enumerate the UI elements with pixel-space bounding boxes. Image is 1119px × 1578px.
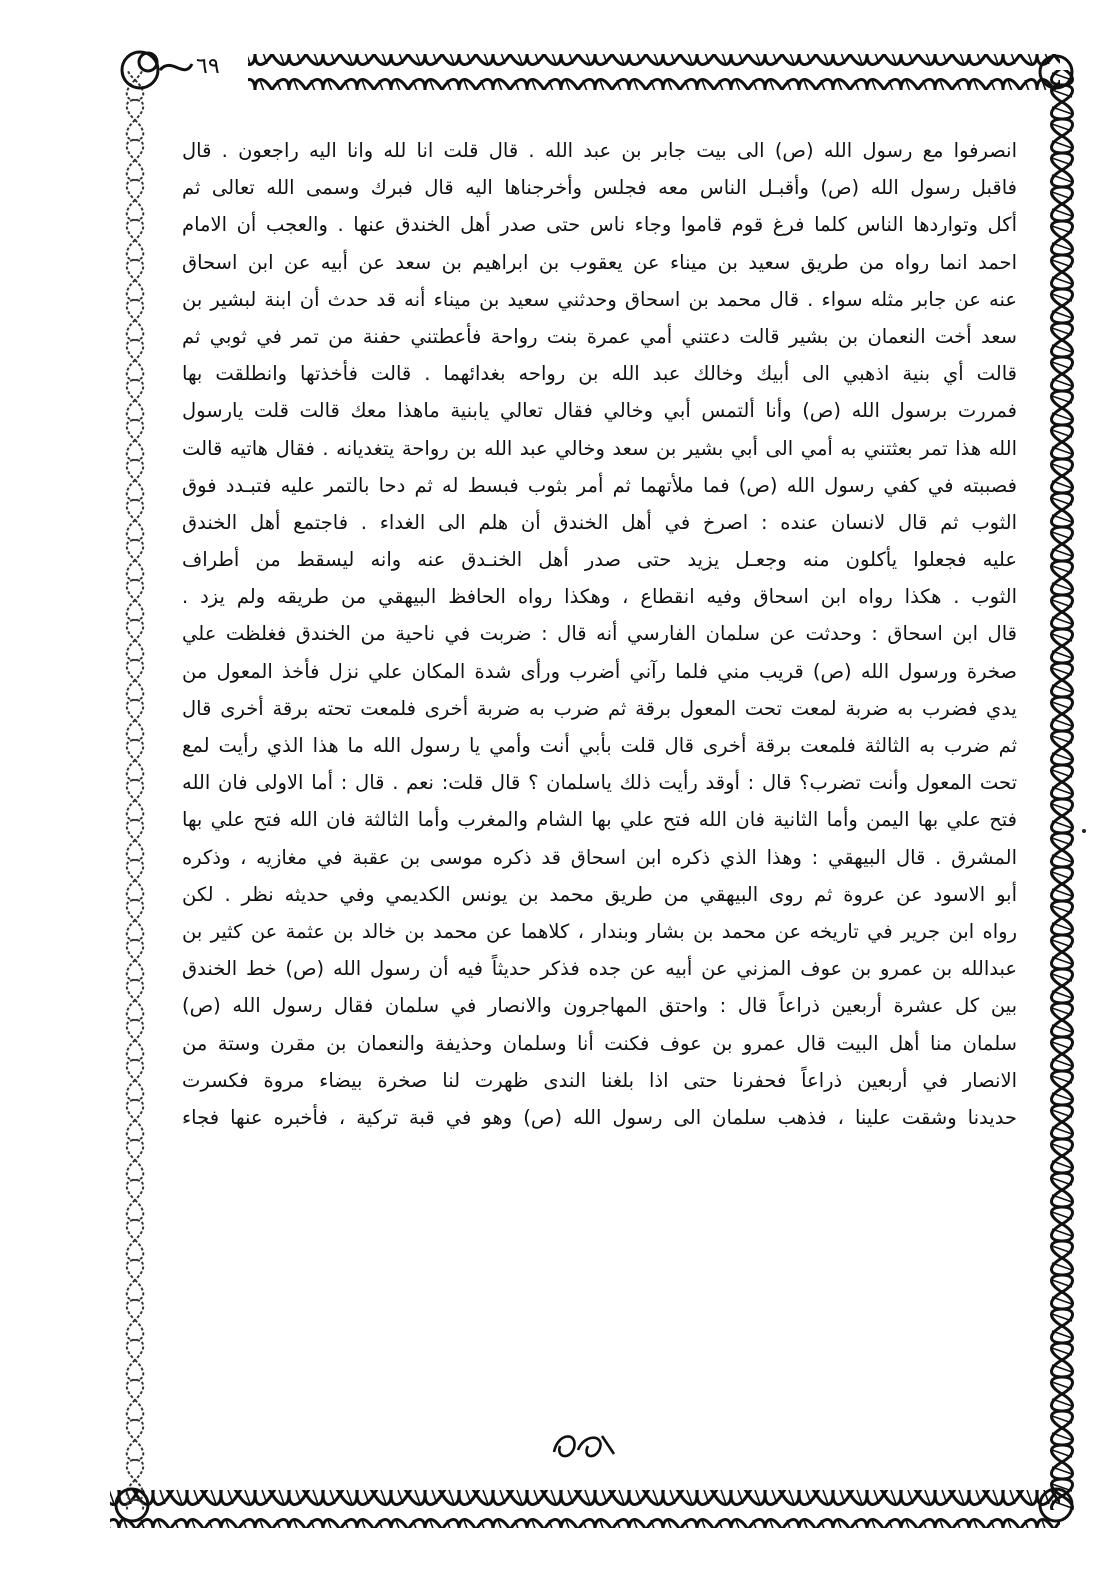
text-line: رواه ابن جرير في تاريخه عن محمد بن بشار وبندار ، كلاهما عن محمد بن خالد بن عثمة عن كثير بن: [182, 919, 1017, 943]
text-line: عنه عن جابر مثله سواء . قال محمد بن اسحاق وحدثني سعيد بن ميناء أنه قد حدث أن ابنة لبشير بن: [182, 287, 1017, 311]
text-line: فمررت برسول الله (ص) وأنا ألتمس أبي وخالي فقال تعالي يابنية ماهذا معك قالت قلت يارسول: [182, 399, 1017, 423]
text-line: حديدنا وشقت علينا ، فذهب سلمان الى رسول الله (ص) وهو في قبة تركية ، فأخبره عنها فجاء: [182, 1105, 1017, 1129]
page-number: ٦٩: [196, 54, 220, 79]
text-line: الثوب ثم قال لانسان عنده : اصرخ في أهل الخندق أن هلم الى الغداء . فاجتمع أهل الخندق: [182, 510, 1017, 534]
text-line: الانصار في أربعين ذراعاً فحفرنا حتى اذا بلغنا الندى ظهرت لنا صخرة بيضاء مروة فكسرت: [182, 1068, 1017, 1092]
text-line: سعد أخت النعمان بن بشير قالت دعتني أمي عمرة بنت رواحة فأعطتني حفنة من تمر في ثوبي ثم: [182, 324, 1017, 348]
text-line: فصببته في كفي رسول الله (ص) فما ملأتهما ثم أمر بثوب فبسط له ثم دحا بالتمر عليه فتبـدد فوق: [182, 473, 1017, 497]
text-line: أكل وتواردها الناس كلما فرغ قوم قاموا وجاء ناس حتى صدر أهل الخندق عنها . والعجب أن الامام: [182, 213, 1017, 237]
text-line: صخرة ورسول الله (ص) قريب مني فلما رآني أضرب ورأى شدة المكان علي نزل فأخذ المعول من: [182, 659, 1017, 683]
text-line: أبو الاسود عن عروة ثم روى البيهقي من طريق محمد بن يونس الكديمي وفي حديثه نظر . لكن: [182, 882, 1017, 906]
text-line: الله هذا تمر بعثتني به أمي الى أبي بشير بن سعد وخالي عبد الله بن رواحة يتغديانه . فقال هاتيه قالت: [182, 436, 1017, 460]
text-line: قال ابن اسحاق : وحدثت عن سلمان الفارسي أنه قال : ضربت في ناحية من الخندق فغلظت علي: [182, 622, 1017, 646]
text-line: سلمان منا أهل البيت قال عمرو بن عوف فكنت أنا وسلمان وحذيفة والنعمان بن مقرن وستة من: [182, 1031, 1017, 1055]
text-line: الثوب . هكذا رواه ابن اسحاق وفيه انقطاع ، وهكذا رواه الحافظ البيهقي من طريقه ولم يزد .: [182, 585, 1017, 609]
text-line: احمد انما رواه من طريق سعيد بن ميناء عن يعقوب بن ابراهيم بن سعد عن أبيه عن ابن اسحاق: [182, 250, 1017, 274]
ornament-end-mark: [548, 1424, 620, 1464]
text-line: قالت أي بنية اذهبي الى أبيك وخالك عبد الله بن رواحه بغدائهما . قالت فأخذتها وانطلقت بها: [182, 362, 1017, 386]
body-text: [182, 132, 1017, 1136]
text-line: بين كل عشرة أربعين ذراعاً قال : واحتق المهاجرون والانصار في سلمان فقال رسول الله (ص): [182, 994, 1017, 1018]
text-line: عبدالله بن عمرو بن عوف المزني عن أبيه عن جده فذكر حديثاً فيه أن رسول الله (ص) خط الخندق: [182, 957, 1017, 981]
text-line: فتح علي بها اليمن وأما الثانية فان الله فتح علي بها الشام والمغرب وأما الثالثة فان الله فتح علي بها: [182, 808, 1017, 832]
text-line: تحت المعول وأنت تضرب؟ قال : أوقد رأيت ذلك ياسلمان ؟ قال قلت: نعم . قال : أما الاولى فان الله: [182, 771, 1017, 795]
text-line: فاقبل رسول الله (ص) وأقبـل الناس معه فجلس وأخرجناها اليه قال فبرك وسمى الله تعالى ثم: [182, 176, 1017, 200]
text-line: يدي فضرب به ضربة لمعت تحت المعول برقة ثم ضرب به ضربة أخرى فلمعت تحته برقة أخرى قال: [182, 696, 1017, 720]
text-line: انصرفوا مع رسول الله (ص) الى بيت جابر بن عبد الله . قال قلت انا لله وانا اليه راجعون . قال: [182, 139, 1017, 162]
stray-dot: [1082, 829, 1086, 833]
text-line: ثم ضرب به الثالثة فلمعت برقة أخرى قال قلت بأبي أنت وأمي يا رسول الله ما هذا الذي رأيت لمع: [182, 734, 1017, 757]
text-line: عليه فجعلوا يأكلون منه وجعـل يزيد حتى صدر أهل الخنـدق عنه وانه ليسقط من أطراف: [182, 548, 1017, 572]
text-line: المشرق . قال البيهقي : وهذا الذي ذكره ابن اسحاق قد ذكره موسى بن عقبة في مغازيه ، وذكره: [182, 845, 1017, 869]
